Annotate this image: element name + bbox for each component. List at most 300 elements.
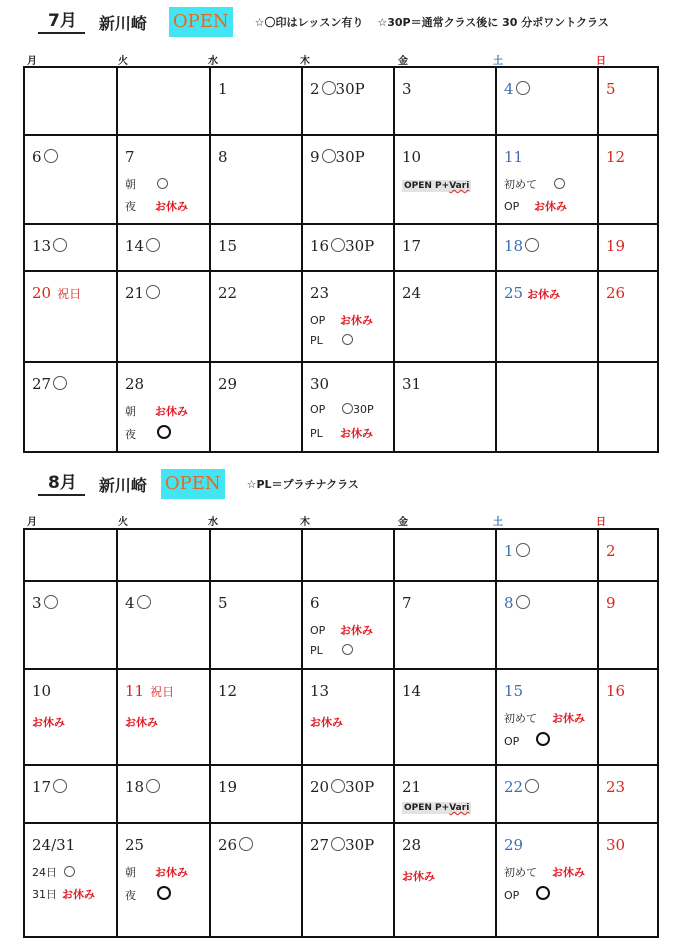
session-line bbox=[125, 864, 188, 880]
day-number-text: 2 bbox=[310, 80, 320, 98]
session-line bbox=[32, 864, 75, 880]
day-number-text: 6 bbox=[32, 148, 42, 166]
pointe-30p-label: 30P bbox=[345, 237, 375, 255]
day-number bbox=[402, 594, 412, 612]
calendar-day-cell bbox=[210, 529, 302, 581]
session-line bbox=[310, 403, 374, 416]
calendar-day-cell bbox=[24, 224, 117, 271]
day-number-text: 17 bbox=[402, 237, 422, 255]
open-pvari-tag bbox=[402, 802, 471, 814]
calendar-day-cell bbox=[24, 823, 117, 937]
day-number bbox=[402, 148, 421, 166]
day-number bbox=[125, 284, 160, 302]
weekday-label: 火 bbox=[118, 56, 128, 67]
studio-name: 新川崎 bbox=[98, 13, 147, 33]
calendar-day-cell bbox=[210, 362, 302, 452]
day-number-text: 19 bbox=[218, 778, 238, 796]
session-line bbox=[504, 710, 585, 726]
circle-mark-icon bbox=[157, 178, 168, 189]
closed-label: お休み bbox=[155, 405, 188, 418]
weekday-label: 月 bbox=[27, 56, 37, 67]
day-number bbox=[218, 682, 237, 700]
day-number-text: 28 bbox=[402, 836, 422, 854]
circle-mark-icon bbox=[322, 81, 336, 95]
day-number-text: 21 bbox=[125, 284, 145, 302]
calendar-day-cell bbox=[117, 271, 210, 362]
session-label: OP bbox=[504, 735, 520, 748]
calendar-day-cell bbox=[24, 271, 117, 362]
day-number bbox=[504, 778, 539, 796]
day-number-text: 30 bbox=[310, 375, 330, 393]
session-line bbox=[310, 312, 373, 328]
closed-label: お休み bbox=[32, 716, 65, 729]
day-number-text: 7 bbox=[125, 148, 135, 166]
calendar-week-row bbox=[24, 271, 658, 362]
closed-label: お休み bbox=[62, 888, 95, 901]
open-badge: OPEN bbox=[169, 7, 233, 37]
calendar-day-cell bbox=[24, 581, 117, 669]
closed-label: お休み bbox=[552, 866, 585, 879]
calendar-day-cell bbox=[24, 529, 117, 581]
circle-mark-icon bbox=[516, 81, 530, 95]
circle-mark-icon bbox=[536, 732, 550, 746]
day-number bbox=[606, 594, 616, 612]
day-number-text: 8 bbox=[504, 594, 514, 612]
day-number-text: 13 bbox=[32, 237, 52, 255]
calendar-day-cell bbox=[394, 271, 496, 362]
session-line bbox=[32, 886, 95, 902]
circle-mark-icon bbox=[146, 238, 160, 252]
session-label: PL bbox=[310, 644, 323, 657]
day-number bbox=[402, 375, 421, 393]
day-number-text: 14 bbox=[402, 682, 422, 700]
calendar-day-cell bbox=[117, 135, 210, 224]
circle-mark-icon bbox=[146, 285, 160, 299]
day-number-text: 24 bbox=[402, 284, 422, 302]
calendar-day-cell bbox=[598, 271, 658, 362]
circle-mark-icon bbox=[331, 238, 345, 252]
day-number bbox=[32, 682, 51, 700]
month-title: 7月 bbox=[38, 11, 85, 34]
august-calendar bbox=[23, 528, 659, 938]
circle-mark-icon bbox=[525, 238, 539, 252]
weekday-label: 水 bbox=[208, 517, 218, 528]
day-number-text: 14 bbox=[125, 237, 145, 255]
day-number-text: 23 bbox=[310, 284, 330, 302]
calendar-day-cell bbox=[210, 271, 302, 362]
circle-mark-icon bbox=[516, 595, 530, 609]
circle-mark-icon bbox=[554, 178, 565, 189]
calendar-day-cell bbox=[210, 135, 302, 224]
calendar-week-row bbox=[24, 669, 658, 765]
day-number bbox=[125, 148, 135, 166]
weekday-label: 木 bbox=[300, 56, 310, 67]
day-number-text: 1 bbox=[218, 80, 228, 98]
tag-text: Vari bbox=[449, 803, 470, 813]
session-line bbox=[504, 886, 550, 902]
day-number-text: 12 bbox=[606, 148, 626, 166]
closed-label: お休み bbox=[552, 712, 585, 725]
calendar-day-cell bbox=[210, 765, 302, 823]
calendar-day-cell bbox=[598, 362, 658, 452]
day-number bbox=[32, 836, 75, 854]
day-number-text: 4 bbox=[125, 594, 135, 612]
calendar-day-cell bbox=[496, 135, 598, 224]
calendar-day-cell bbox=[496, 224, 598, 271]
july-header bbox=[38, 6, 609, 38]
day-number bbox=[606, 80, 616, 98]
calendar-day-cell bbox=[598, 224, 658, 271]
session-label: 初めて bbox=[504, 866, 537, 879]
calendar-day-cell bbox=[598, 669, 658, 765]
circle-mark-icon bbox=[342, 644, 353, 655]
day-number bbox=[504, 237, 539, 255]
day-number bbox=[606, 542, 616, 560]
calendar-day-cell bbox=[210, 67, 302, 135]
session-line bbox=[125, 176, 168, 192]
calendar-week-row bbox=[24, 135, 658, 224]
weekday-label: 金 bbox=[398, 56, 408, 67]
pointe-30p-label: 30P bbox=[345, 778, 375, 796]
calendar-day-cell bbox=[598, 581, 658, 669]
day-number-text: 27 bbox=[310, 836, 330, 854]
calendar-day-cell bbox=[210, 669, 302, 765]
day-number-text: 10 bbox=[32, 682, 52, 700]
tag-text: OPEN P+ bbox=[404, 181, 450, 191]
day-number-text: 23 bbox=[606, 778, 626, 796]
circle-mark-icon bbox=[331, 779, 345, 793]
session-line bbox=[310, 644, 353, 657]
circle-mark-icon bbox=[64, 866, 75, 877]
session-line bbox=[310, 425, 373, 441]
day-number-text: 24/31 bbox=[32, 836, 76, 854]
calendar-day-cell bbox=[394, 362, 496, 452]
calendar-day-cell bbox=[496, 67, 598, 135]
studio-name: 新川崎 bbox=[98, 475, 147, 495]
day-number-text: 21 bbox=[402, 778, 422, 796]
calendar-day-cell bbox=[496, 362, 598, 452]
day-number-text: 3 bbox=[402, 80, 412, 98]
calendar-day-cell bbox=[117, 765, 210, 823]
circle-mark-icon bbox=[157, 886, 171, 900]
day-number bbox=[32, 284, 81, 302]
circle-mark-icon bbox=[44, 149, 58, 163]
session-label: OP bbox=[504, 889, 520, 902]
day-number-text: 25 bbox=[504, 284, 524, 302]
circle-mark-icon bbox=[137, 595, 151, 609]
day-number-text: 29 bbox=[218, 375, 238, 393]
day-number bbox=[310, 778, 374, 796]
calendar-day-cell bbox=[302, 581, 394, 669]
day-number bbox=[504, 284, 560, 302]
circle-mark-icon bbox=[239, 837, 253, 851]
session-label: PL bbox=[310, 334, 323, 347]
day-number-text: 5 bbox=[218, 594, 228, 612]
day-number bbox=[125, 682, 174, 700]
calendar-day-cell bbox=[302, 271, 394, 362]
day-number bbox=[402, 284, 421, 302]
calendar-day-cell bbox=[496, 823, 598, 937]
calendar-day-cell bbox=[302, 529, 394, 581]
open-pvari-tag bbox=[402, 180, 471, 192]
weekday-label: 火 bbox=[118, 517, 128, 528]
calendar-day-cell bbox=[24, 669, 117, 765]
circle-mark-icon bbox=[516, 543, 530, 557]
day-number-text: 28 bbox=[125, 375, 145, 393]
day-number bbox=[606, 836, 625, 854]
calendar-day-cell bbox=[598, 67, 658, 135]
day-number-text: 30 bbox=[606, 836, 626, 854]
july-calendar bbox=[23, 66, 659, 453]
session-label: 24日 bbox=[32, 866, 57, 879]
calendar-day-cell bbox=[302, 67, 394, 135]
day-number-text: 20 bbox=[32, 284, 52, 302]
day-number bbox=[32, 778, 67, 796]
circle-mark-icon bbox=[146, 779, 160, 793]
circle-mark-icon bbox=[44, 595, 58, 609]
circle-mark-icon bbox=[525, 779, 539, 793]
session-label: 朝 bbox=[125, 405, 136, 418]
pointe-30p-label: 30P bbox=[335, 80, 365, 98]
tag-text: Vari bbox=[449, 181, 470, 191]
weekday-label: 土 bbox=[493, 517, 503, 528]
weekday-label: 金 bbox=[398, 517, 408, 528]
calendar-day-cell bbox=[24, 765, 117, 823]
calendar-day-cell bbox=[302, 823, 394, 937]
session-label: 夜 bbox=[125, 200, 136, 213]
day-number bbox=[218, 284, 237, 302]
day-number bbox=[606, 148, 625, 166]
day-number bbox=[310, 375, 329, 393]
calendar-day-cell bbox=[117, 224, 210, 271]
calendar-day-cell bbox=[598, 135, 658, 224]
calendar-day-cell bbox=[302, 224, 394, 271]
closed-label: お休み bbox=[534, 200, 567, 213]
day-number-text: 31 bbox=[402, 375, 422, 393]
open-badge: OPEN bbox=[161, 469, 225, 499]
calendar-week-row bbox=[24, 362, 658, 452]
day-number bbox=[402, 778, 421, 796]
calendar-day-cell bbox=[394, 823, 496, 937]
calendar-day-cell bbox=[394, 581, 496, 669]
circle-mark-icon bbox=[322, 149, 336, 163]
calendar-day-cell bbox=[496, 669, 598, 765]
day-number-text: 22 bbox=[504, 778, 524, 796]
day-number-text: 6 bbox=[310, 594, 320, 612]
calendar-day-cell bbox=[394, 224, 496, 271]
weekday-label: 日 bbox=[596, 517, 606, 528]
day-number-text: 10 bbox=[402, 148, 422, 166]
session-label: 夜 bbox=[125, 889, 136, 902]
day-number bbox=[402, 237, 421, 255]
calendar-day-cell bbox=[302, 669, 394, 765]
day-number bbox=[606, 237, 625, 255]
circle-mark-icon bbox=[53, 238, 67, 252]
calendar-day-cell bbox=[117, 362, 210, 452]
session-line bbox=[310, 622, 373, 638]
day-number-text: 16 bbox=[310, 237, 330, 255]
calendar-week-row bbox=[24, 765, 658, 823]
day-number-text: 5 bbox=[606, 80, 616, 98]
day-number-text: 8 bbox=[218, 148, 228, 166]
day-number bbox=[310, 594, 320, 612]
august-header bbox=[38, 468, 359, 500]
circle-mark-icon bbox=[342, 334, 353, 345]
day-number bbox=[218, 836, 253, 854]
pointe-30p-label: 30P bbox=[345, 836, 375, 854]
day-number bbox=[310, 682, 329, 700]
calendar-day-cell bbox=[394, 135, 496, 224]
day-number bbox=[504, 148, 523, 166]
closed-label: お休み bbox=[310, 716, 343, 729]
calendar-day-cell bbox=[117, 67, 210, 135]
calendar-day-cell bbox=[24, 135, 117, 224]
pointe-30p-label: 30P bbox=[353, 403, 374, 416]
session-label: 朝 bbox=[125, 178, 136, 191]
closed-label: お休み bbox=[155, 866, 188, 879]
holiday-label: 祝日 bbox=[150, 685, 175, 699]
closed-label: お休み bbox=[402, 870, 435, 883]
day-number bbox=[402, 682, 421, 700]
calendar-day-cell bbox=[210, 823, 302, 937]
session-line bbox=[125, 403, 188, 419]
calendar-day-cell bbox=[598, 765, 658, 823]
weekday-label: 月 bbox=[27, 517, 37, 528]
circle-mark-icon bbox=[536, 886, 550, 900]
holiday-label: 祝日 bbox=[57, 287, 82, 301]
day-number bbox=[310, 836, 374, 854]
weekday-header-row bbox=[0, 513, 678, 527]
calendar-week-row bbox=[24, 581, 658, 669]
closed-label: お休み bbox=[125, 716, 158, 729]
session-label: OP bbox=[310, 403, 326, 416]
day-number-text: 2 bbox=[606, 542, 616, 560]
calendar-day-cell bbox=[394, 669, 496, 765]
day-number-text: 12 bbox=[218, 682, 238, 700]
day-number bbox=[310, 237, 374, 255]
session-label: OP bbox=[310, 314, 326, 327]
day-number bbox=[402, 80, 412, 98]
tag-text: OPEN P+ bbox=[404, 803, 450, 813]
circle-mark-icon bbox=[53, 376, 67, 390]
session-label: 夜 bbox=[125, 428, 136, 441]
day-number-text: 15 bbox=[504, 682, 524, 700]
day-number-text: 20 bbox=[310, 778, 330, 796]
day-number bbox=[606, 284, 625, 302]
calendar-week-row bbox=[24, 529, 658, 581]
day-number-text: 13 bbox=[310, 682, 330, 700]
day-number bbox=[310, 284, 329, 302]
session-label: 初めて bbox=[504, 178, 537, 191]
closed-label: お休み bbox=[155, 200, 188, 213]
session-line bbox=[504, 864, 585, 880]
day-number bbox=[310, 80, 365, 98]
calendar-day-cell bbox=[302, 362, 394, 452]
closed-label: お休み bbox=[340, 624, 373, 637]
day-number-text: 22 bbox=[218, 284, 238, 302]
day-number bbox=[606, 778, 625, 796]
closed-label: お休み bbox=[527, 288, 561, 301]
calendar-day-cell bbox=[117, 669, 210, 765]
session-label: 初めて bbox=[504, 712, 537, 725]
day-number bbox=[504, 836, 523, 854]
calendar-day-cell bbox=[394, 765, 496, 823]
legend-note: ☆30P＝通常クラス後に 30 分ポワントクラス bbox=[377, 16, 609, 29]
day-number-text: 18 bbox=[504, 237, 524, 255]
day-number-text: 11 bbox=[504, 148, 524, 166]
day-number bbox=[218, 594, 228, 612]
calendar-day-cell bbox=[117, 529, 210, 581]
day-number-text: 19 bbox=[606, 237, 626, 255]
day-number bbox=[218, 80, 228, 98]
circle-mark-icon bbox=[331, 837, 345, 851]
closed-label: お休み bbox=[340, 427, 373, 440]
day-number-text: 25 bbox=[125, 836, 145, 854]
day-number bbox=[606, 682, 625, 700]
day-number bbox=[218, 148, 228, 166]
calendar-day-cell bbox=[117, 581, 210, 669]
calendar-day-cell bbox=[496, 271, 598, 362]
day-number-text: 4 bbox=[504, 80, 514, 98]
day-number-text: 16 bbox=[606, 682, 626, 700]
day-number bbox=[32, 594, 58, 612]
day-number-text: 15 bbox=[218, 237, 238, 255]
day-number bbox=[310, 148, 365, 166]
calendar-day-cell bbox=[302, 135, 394, 224]
day-number bbox=[218, 778, 237, 796]
day-number-text: 1 bbox=[504, 542, 514, 560]
day-number bbox=[504, 542, 530, 560]
day-number bbox=[504, 80, 530, 98]
session-line bbox=[125, 198, 188, 214]
day-number-text: 27 bbox=[32, 375, 52, 393]
day-number bbox=[32, 375, 67, 393]
day-number-text: 9 bbox=[606, 594, 616, 612]
weekday-label: 木 bbox=[300, 517, 310, 528]
day-number bbox=[125, 594, 151, 612]
day-number bbox=[125, 375, 144, 393]
day-number bbox=[125, 778, 160, 796]
day-number-text: 11 bbox=[125, 682, 145, 700]
session-line bbox=[504, 732, 550, 748]
session-line bbox=[125, 886, 171, 903]
closed-label: お休み bbox=[340, 314, 373, 327]
day-number bbox=[32, 148, 58, 166]
calendar-day-cell bbox=[210, 581, 302, 669]
calendar-day-cell bbox=[394, 67, 496, 135]
session-label: PL bbox=[310, 427, 323, 440]
calendar-day-cell bbox=[496, 765, 598, 823]
session-label: OP bbox=[310, 624, 326, 637]
day-number bbox=[504, 594, 530, 612]
circle-mark-icon bbox=[53, 779, 67, 793]
calendar-week-row bbox=[24, 823, 658, 937]
session-label: OP bbox=[504, 200, 520, 213]
calendar-day-cell bbox=[117, 823, 210, 937]
calendar-day-cell bbox=[302, 765, 394, 823]
month-title: 8月 bbox=[38, 473, 85, 496]
legend-note: ☆PL＝プラチナクラス bbox=[246, 478, 359, 491]
calendar-day-cell bbox=[394, 529, 496, 581]
session-label: 朝 bbox=[125, 866, 136, 879]
day-number-text: 7 bbox=[402, 594, 412, 612]
session-line bbox=[125, 425, 171, 442]
day-number bbox=[402, 836, 421, 854]
session-line bbox=[310, 334, 353, 347]
weekday-header-row bbox=[0, 52, 678, 66]
day-number-text: 29 bbox=[504, 836, 524, 854]
day-number bbox=[218, 375, 237, 393]
